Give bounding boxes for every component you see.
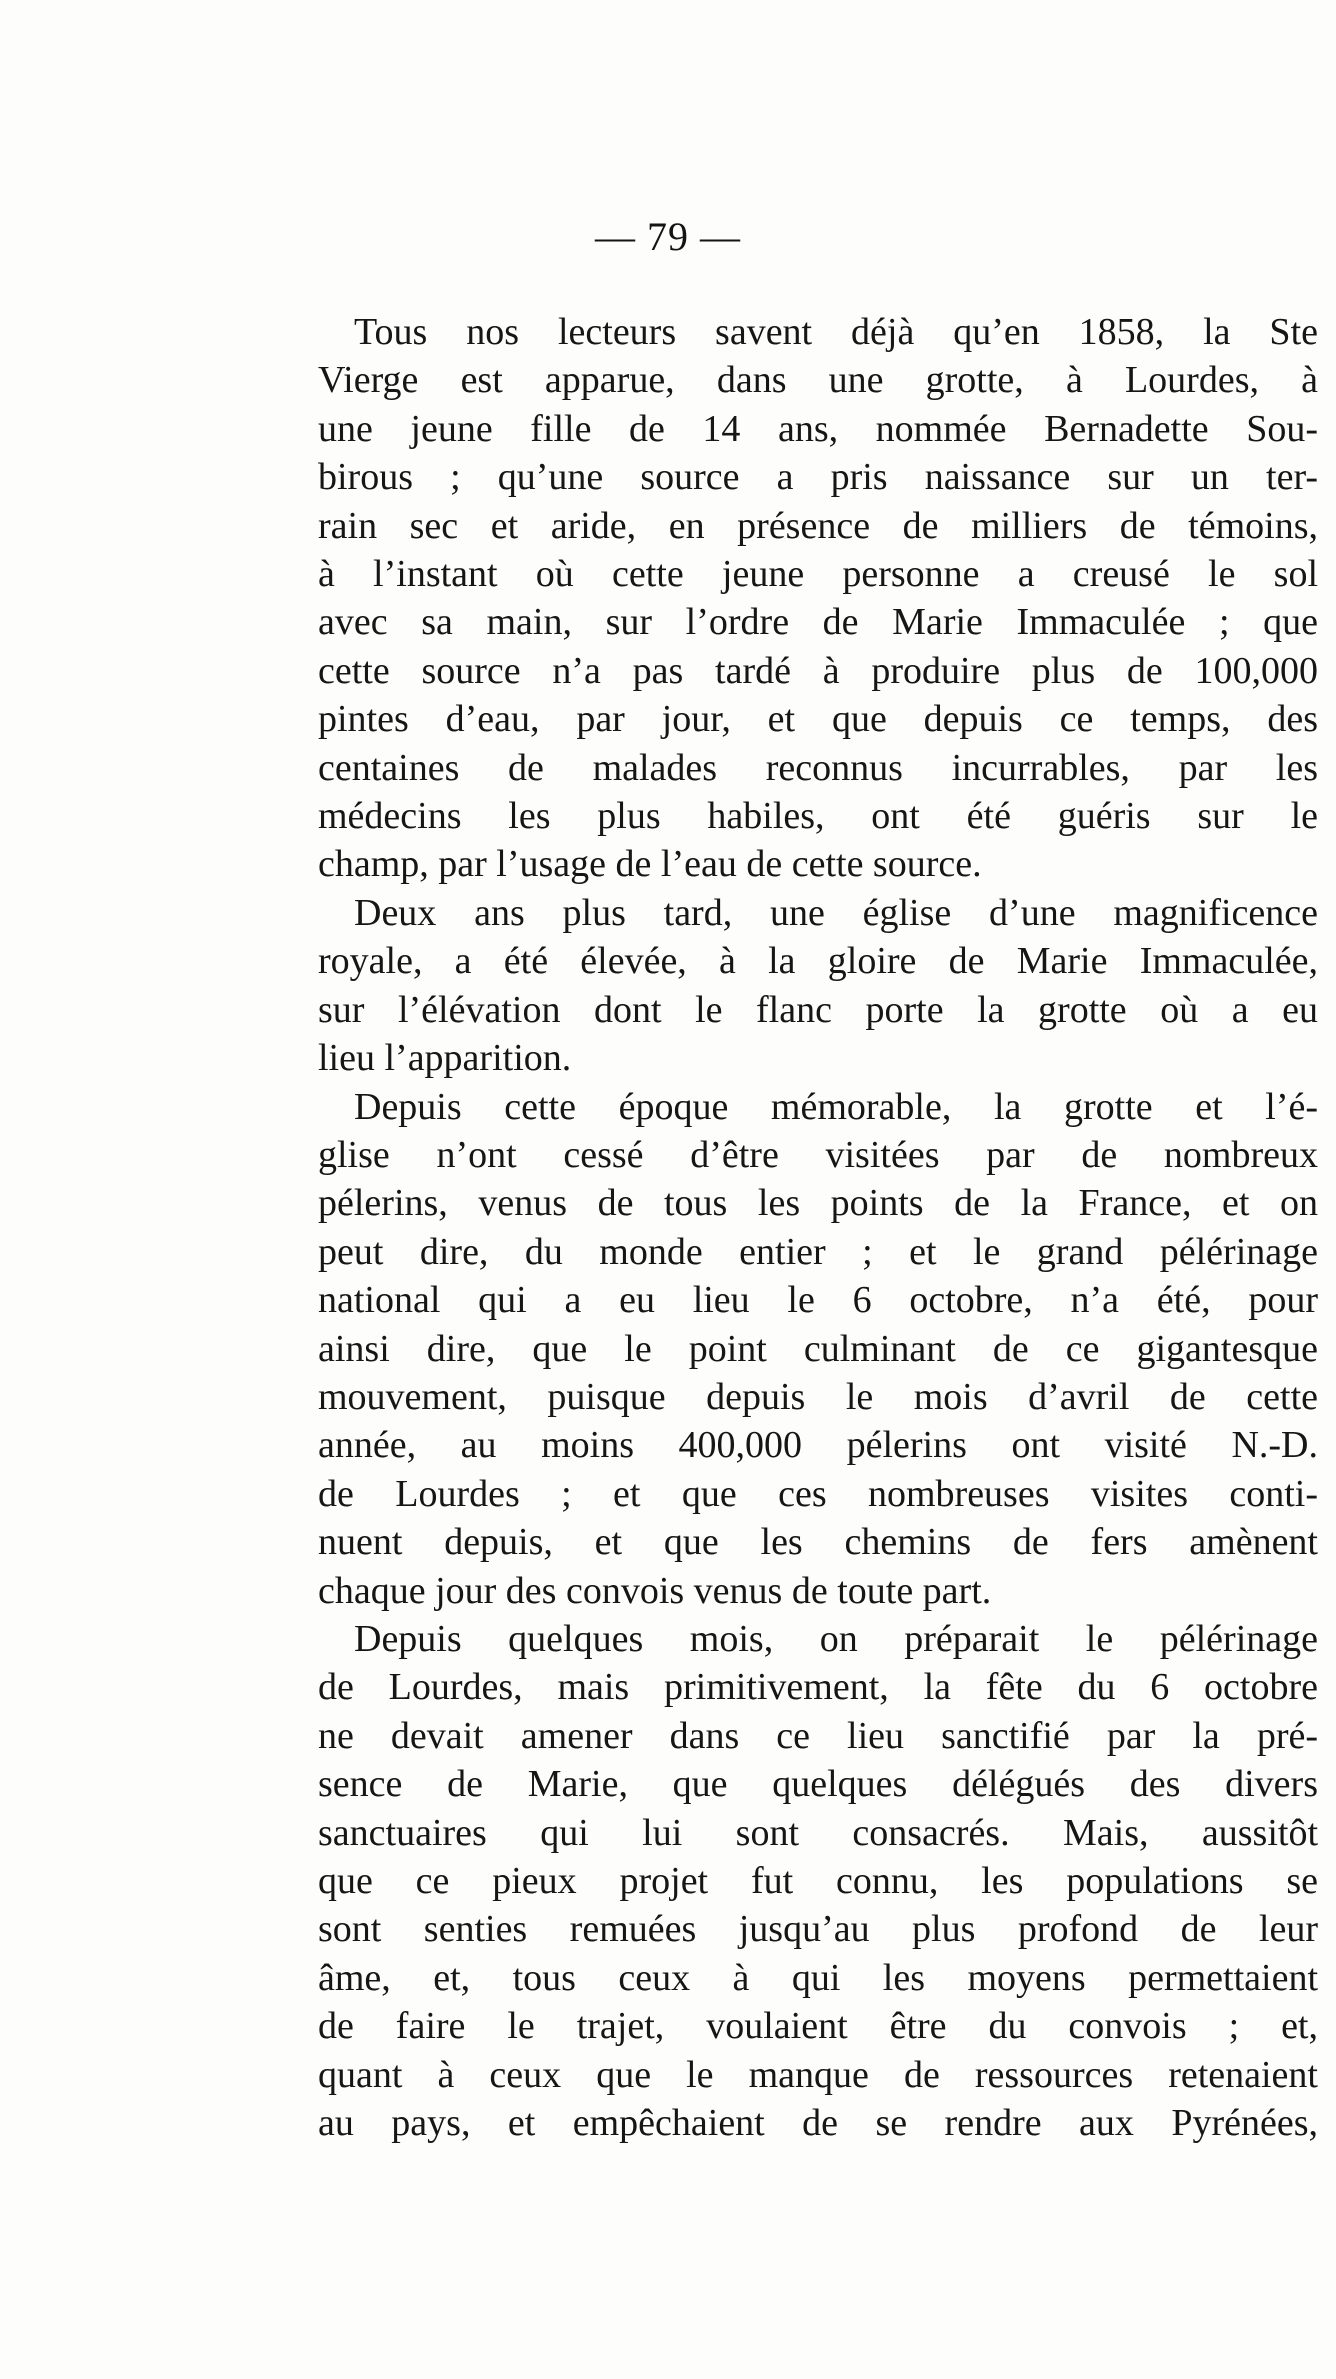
paragraph-2: [318, 889, 1318, 1083]
text-line: année, au moins 400,000 pélerins ont visité N.-D.: [318, 1424, 1318, 1467]
text-line: nuent depuis, et que les chemins de fers amènent: [318, 1521, 1318, 1564]
text-line: chaque jour des convois venus de toute part.: [318, 1569, 992, 1612]
text-line: rain sec et aride, en présence de milliers de témoins,: [318, 504, 1318, 547]
text-line: de Lourdes ; et que ces nombreuses visites conti-: [318, 1472, 1318, 1515]
text-line: ne devait amener dans ce lieu sanctifié par la pré-: [318, 1714, 1318, 1757]
text-line: quant à ceux que le manque de ressources retenaient: [318, 2053, 1318, 2096]
text-line: pintes d’eau, par jour, et que depuis ce temps, des: [318, 698, 1318, 741]
text-line: que ce pieux projet fut connu, les populations se: [318, 1860, 1318, 1902]
paragraph-4: [318, 1615, 1318, 2147]
page-number: — 79 —: [595, 214, 741, 259]
text-line: glise n’ont cessé d’être visitées par de nombreux: [318, 1133, 1318, 1176]
text-line: une jeune fille de 14 ans, nommée Bernadette Sou-: [318, 407, 1318, 450]
text-line: de faire le trajet, voulaient être du convois ; et,: [318, 2005, 1318, 2048]
text-line: âme, et, tous ceux à qui les moyens permettaient: [318, 1956, 1318, 1999]
text-line: Tous nos lecteurs savent déjà qu’en 1858, la Ste: [354, 311, 1318, 353]
paragraph-1: [318, 308, 1318, 889]
text-line: royale, a été élevée, à la gloire de Marie Immaculée,: [318, 940, 1318, 983]
text-line: sur l’élévation dont le flanc porte la grotte où a eu: [318, 988, 1318, 1031]
text-line: Deux ans plus tard, une église d’une magnificence: [354, 891, 1318, 934]
text-line: peut dire, du monde entier ; et le grand pélérinage: [318, 1230, 1318, 1273]
text-line: sanctuaires qui lui sont consacrés. Mais, aussitôt: [318, 1811, 1318, 1854]
text-line: champ, par l’usage de l’eau de cette source.: [318, 843, 982, 886]
text-line: avec sa main, sur l’ordre de Marie Immaculée ; que: [318, 601, 1318, 644]
text-line: sence de Marie, que quelques délégués des divers: [318, 1763, 1318, 1806]
text-line: Depuis cette époque mémorable, la grotte et l’é-: [354, 1085, 1318, 1128]
paragraph-3: [318, 1083, 1318, 1615]
text-line: de Lourdes, mais primitivement, la fête du 6 octobre: [318, 1666, 1318, 1709]
text-line: lieu l’apparition.: [318, 1037, 572, 1080]
text-line: centaines de malades reconnus incurrables, par les: [318, 746, 1318, 789]
text-line: birous ; qu’une source a pris naissance sur un ter-: [318, 456, 1318, 499]
text-line: au pays, et empêchaient de se rendre aux Pyrénées,: [318, 2102, 1318, 2145]
body-text: [318, 308, 1318, 2147]
text-line: national qui a eu lieu le 6 octobre, n’a été, pour: [318, 1279, 1318, 1322]
text-line: cette source n’a pas tardé à produire plus de 100,000: [318, 649, 1318, 692]
text-line: Depuis quelques mois, on préparait le pélérinage: [354, 1617, 1318, 1660]
text-line: à l’instant où cette jeune personne a creusé le sol: [318, 553, 1318, 596]
text-line: sont senties remuées jusqu’au plus profond de leur: [318, 1908, 1318, 1951]
text-line: médecins les plus habiles, ont été guéris sur le: [318, 795, 1318, 838]
text-line: ainsi dire, que le point culminant de ce gigantesque: [318, 1327, 1318, 1370]
text-line: mouvement, puisque depuis le mois d’avril de cette: [318, 1375, 1318, 1418]
text-line: pélerins, venus de tous les points de la France, et on: [318, 1182, 1318, 1225]
text-line: Vierge est apparue, dans une grotte, à Lourdes, à: [318, 359, 1318, 402]
